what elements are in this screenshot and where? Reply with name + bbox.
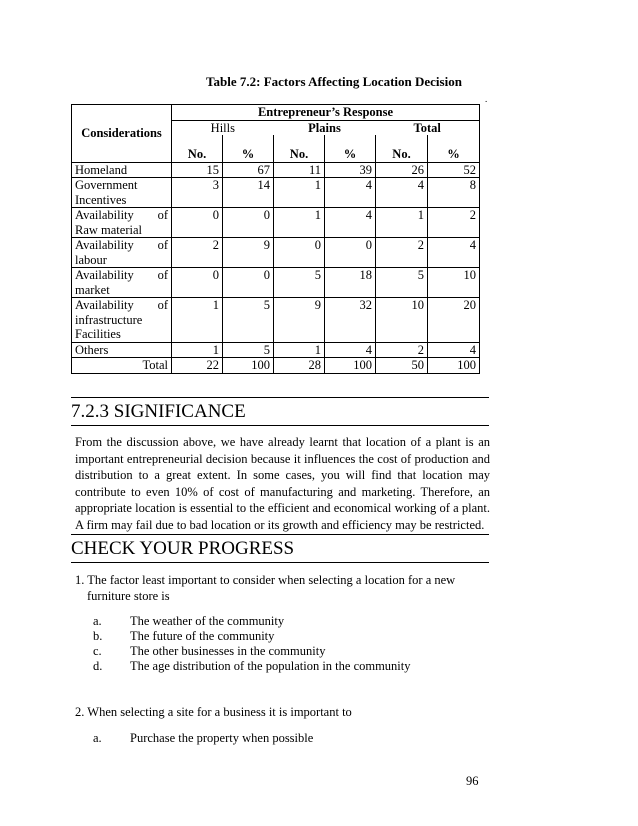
q1-option-c [93, 644, 493, 659]
row-label-line: Incentives [75, 192, 127, 207]
table-row [72, 208, 480, 238]
table-row [72, 162, 480, 178]
total-plains-pct: 100 [325, 358, 376, 374]
table-header-row [72, 105, 480, 136]
q1-option-b [93, 629, 493, 644]
cell-hills-no: 1 [172, 298, 223, 343]
cell-plains-pct: 0 [325, 238, 376, 268]
header-plains: Plains [308, 120, 341, 135]
question-2-line-1: 2. When selecting a site for a business it is important to [75, 705, 352, 719]
cell-hills-pct: 0 [223, 268, 274, 298]
cell-hills-pct: 9 [223, 238, 274, 268]
row-label-suffix: of [157, 268, 168, 282]
table-row [72, 342, 480, 358]
row-label-suffix: of [157, 208, 168, 222]
cell-plains-pct: 4 [325, 208, 376, 238]
table-row [72, 268, 480, 298]
table-row [72, 238, 480, 268]
cell-plains-pct: 32 [325, 298, 376, 343]
cell-hills-no: 1 [172, 342, 223, 358]
cell-total-pct: 20 [428, 298, 480, 343]
row-label [72, 178, 172, 208]
cell-plains-no: 1 [274, 208, 325, 238]
row-label-line: Facilities [75, 327, 121, 341]
option-text: The future of the community [130, 629, 275, 643]
row-label-line-1: Availability [75, 268, 134, 282]
question-1-line-1: 1. The factor least important to consider when selecting a location for a new [75, 573, 456, 587]
cell-hills-pct: 14 [223, 178, 274, 208]
cell-plains-pct: 4 [325, 178, 376, 208]
cell-hills-no: 0 [172, 208, 223, 238]
significance-heading-block [71, 397, 489, 426]
header-total: Total [413, 120, 441, 135]
cell-hills-no: 0 [172, 268, 223, 298]
page-number: 96 [466, 774, 479, 788]
row-label-line: Raw material [75, 222, 142, 237]
total-label: Total [72, 358, 172, 374]
cell-total-pct: 8 [428, 178, 480, 208]
row-label-line: infrastructure [75, 312, 143, 327]
header-considerations: Considerations [72, 105, 172, 163]
q1-option-d [93, 659, 493, 674]
cell-total-no: 26 [376, 162, 428, 178]
cell-plains-pct: 4 [325, 342, 376, 358]
cell-hills-pct: 5 [223, 298, 274, 343]
cell-plains-no: 0 [274, 238, 325, 268]
row-label [72, 238, 172, 268]
significance-heading: 7.2.3 SIGNIFICANCE [71, 401, 246, 422]
row-label-line-1: Availability [75, 298, 134, 312]
cell-total-no: 2 [376, 238, 428, 268]
subheader-no: No. [274, 135, 325, 162]
cell-hills-no: 3 [172, 178, 223, 208]
cell-total-pct: 10 [428, 268, 480, 298]
header-entrepreneur-response [172, 105, 480, 136]
cell-plains-pct: 39 [325, 162, 376, 178]
cell-hills-pct: 0 [223, 208, 274, 238]
q2-option-a [93, 731, 493, 746]
progress-heading-block [71, 534, 489, 563]
cell-hills-pct: 67 [223, 162, 274, 178]
option-text: The age distribution of the population in the community [130, 659, 411, 673]
row-label-suffix: of [157, 238, 168, 252]
cell-plains-pct: 18 [325, 268, 376, 298]
total-total-pct: 100 [428, 358, 480, 374]
option-letter: d. [93, 659, 103, 673]
cell-total-no: 5 [376, 268, 428, 298]
cell-total-no: 10 [376, 298, 428, 343]
option-text: The weather of the community [130, 614, 285, 628]
cell-plains-no: 5 [274, 268, 325, 298]
total-hills-no: 22 [172, 358, 223, 374]
subheader-pct: % [223, 135, 274, 162]
option-letter: a. [93, 614, 102, 628]
row-label [72, 298, 172, 343]
subheader-no: No. [376, 135, 428, 162]
total-hills-pct: 100 [223, 358, 274, 374]
cell-total-pct: 52 [428, 162, 480, 178]
cell-hills-no: 15 [172, 162, 223, 178]
row-label [72, 162, 172, 178]
total-total-no: 50 [376, 358, 428, 374]
row-label-suffix: of [157, 298, 168, 312]
table-title: Table 7.2: Factors Affecting Location Decision [206, 74, 462, 89]
row-label-line-1: Others [75, 342, 109, 357]
cell-total-no: 4 [376, 178, 428, 208]
cell-hills-no: 2 [172, 238, 223, 268]
row-label [72, 342, 172, 358]
header-hills: Hills [210, 120, 235, 135]
row-label-line-1: Homeland [75, 162, 128, 177]
cell-plains-no: 1 [274, 342, 325, 358]
row-label-line: market [75, 282, 110, 297]
total-plains-no: 28 [274, 358, 325, 374]
option-text: The other businesses in the community [130, 644, 326, 658]
row-label [72, 268, 172, 298]
q1-option-a [93, 614, 493, 629]
row-label-line-1: Government [75, 178, 138, 192]
subheader-pct: % [428, 135, 480, 162]
cell-total-no: 1 [376, 208, 428, 238]
table-total-row [72, 358, 480, 374]
row-label-line-1: Availability [75, 238, 134, 252]
significance-paragraph: From the discussion above, we have already learnt that location of a plant is an important entrepreneurial decision because it influences the cost of production and distribution to a great extent. In some cases, you will find that location may contribute to even 10% of cost of manufacturing and marketing. Therefore, an appropriate location is essential to the efficient and economical working of a plant. A firm may fail due to bad location or its growth and efficiency may be restricted. [75, 435, 490, 532]
question-1-line-2: furniture store is [87, 589, 170, 603]
cell-total-pct: 2 [428, 208, 480, 238]
option-letter: b. [93, 629, 103, 643]
question-2 [75, 704, 490, 720]
cell-plains-no: 1 [274, 178, 325, 208]
cell-plains-no: 9 [274, 298, 325, 343]
factors-table [71, 104, 480, 374]
cell-total-no: 2 [376, 342, 428, 358]
row-label-line-1: Availability [75, 208, 134, 222]
question-1 [75, 572, 490, 604]
option-letter: a. [93, 731, 102, 745]
progress-heading: CHECK YOUR PROGRESS [71, 538, 295, 559]
rule-bottom [71, 562, 489, 563]
option-text: Purchase the property when possible [130, 731, 314, 745]
cell-total-pct: 4 [428, 238, 480, 268]
cell-plains-no: 11 [274, 162, 325, 178]
table-row [72, 298, 480, 343]
rule-bottom [71, 425, 489, 426]
table-row [72, 178, 480, 208]
option-letter: c. [93, 644, 102, 658]
stray-mark: . [485, 94, 488, 104]
row-label [72, 208, 172, 238]
cell-total-pct: 4 [428, 342, 480, 358]
header-group-label: Entrepreneur’s Response [257, 105, 394, 119]
subheader-pct: % [325, 135, 376, 162]
subheader-no: No. [172, 135, 223, 162]
cell-hills-pct: 5 [223, 342, 274, 358]
row-label-line: labour [75, 252, 107, 267]
